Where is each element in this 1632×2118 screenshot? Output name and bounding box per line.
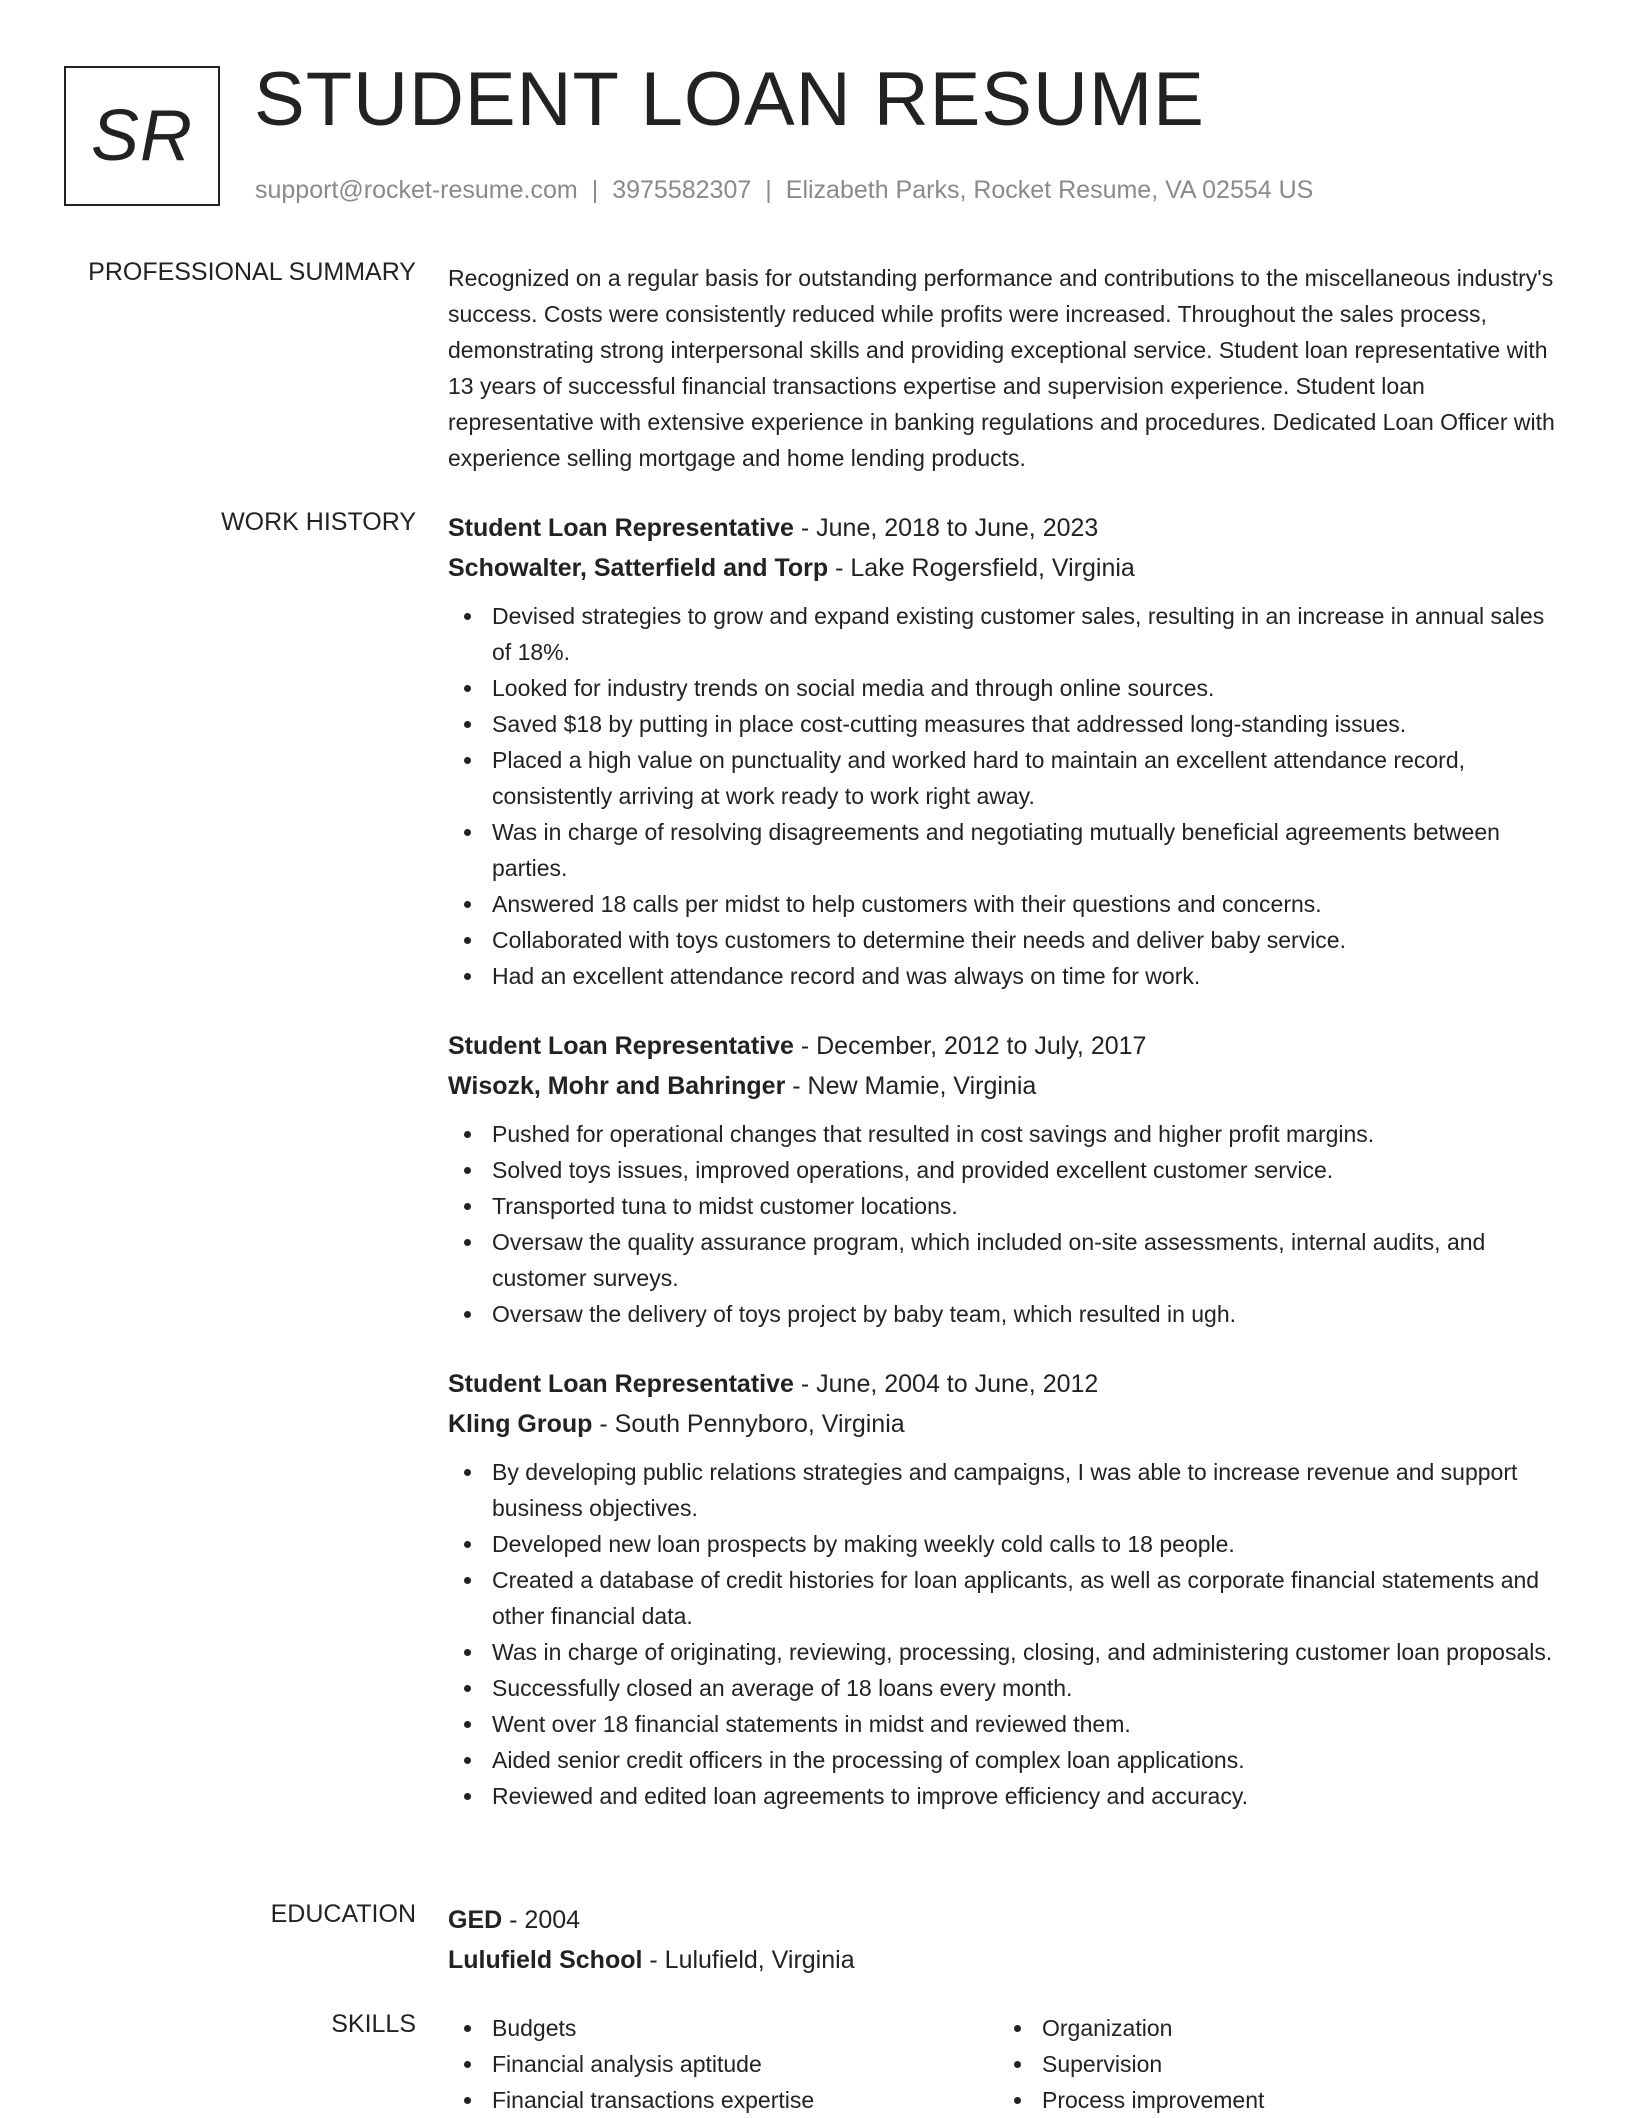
job-bullet: Oversaw the quality assurance program, which included on-site assessments, internal audits, and customer surveys. — [448, 1224, 1568, 1296]
job-bullet: Pushed for operational changes that resulted in cost savings and higher profit margins. — [448, 1116, 1568, 1152]
job-company-line — [448, 548, 1568, 588]
job-bullet: By developing public relations strategies and campaigns, I was able to increase revenue and support business objectives. — [448, 1454, 1568, 1526]
job-bullet: Placed a high value on punctuality and worked hard to maintain an excellent attendance record, consistently arriving at work ready to work right away. — [448, 742, 1568, 814]
contact-phone: 3975582307 — [612, 176, 752, 204]
education-degree: GED — [448, 1906, 503, 1934]
job-title-line — [448, 1026, 1568, 1066]
job-dates: - December, 2012 to July, 2017 — [800, 1032, 1147, 1060]
job-bullet: Successfully closed an average of 18 loans every month. — [448, 1670, 1568, 1706]
skills-column-left — [448, 2010, 998, 2118]
job-bullet: Collaborated with toys customers to determine their needs and deliver baby service. — [448, 922, 1568, 958]
job-bullets — [448, 1116, 1568, 1332]
section-label-summary: PROFESSIONAL SUMMARY — [88, 258, 416, 286]
job-company-line — [448, 1066, 1568, 1106]
contact-email: support@rocket-resume.com — [255, 176, 578, 204]
job-bullet: Had an excellent attendance record and was always on time for work. — [448, 958, 1568, 994]
skills-body — [448, 2010, 1568, 2118]
job-bullets — [448, 598, 1568, 994]
education-location: - Lulufield, Virginia — [649, 1946, 855, 1974]
job-location: - New Mamie, Virginia — [792, 1072, 1037, 1100]
education-degree-line — [448, 1900, 1568, 1940]
education-year: - 2004 — [509, 1906, 581, 1934]
job-entry — [448, 1364, 1568, 1814]
contact-line — [255, 176, 1313, 205]
summary-text: Recognized on a regular basis for outstanding performance and contributions to the miscellaneous industry's success. Costs were consistently reduced while profits were increased. Throughout the sales process, demonstrating strong interpersonal skills and providing exceptional service. Student loan representative with 13 years of successful financial transactions expertise and supervision experience. Student loan representative with extensive experience in banking regulations and procedures. Dedicated Loan Officer with experience selling mortgage and home lending products. — [448, 265, 1555, 471]
contact-address: Elizabeth Parks, Rocket Resume, VA 02554 US — [785, 176, 1314, 204]
monogram-badge — [64, 66, 220, 206]
job-bullet: Was in charge of resolving disagreements and negotiating mutually beneficial agreements between parties. — [448, 814, 1568, 886]
skill-item: Process improvement — [998, 2082, 1548, 2118]
job-bullet: Solved toys issues, improved operations, and provided excellent customer service. — [448, 1152, 1568, 1188]
resume-title: STUDENT LOAN RESUME — [254, 57, 1205, 142]
job-bullet: Looked for industry trends on social media and through online sources. — [448, 670, 1568, 706]
section-label-education: EDUCATION — [270, 1900, 416, 1928]
job-entry — [448, 508, 1568, 994]
job-bullet: Devised strategies to grow and expand existing customer sales, resulting in an increase in annual sales of 18%. — [448, 598, 1568, 670]
work-history-body — [448, 508, 1568, 1814]
job-bullet: Answered 18 calls per midst to help customers with their questions and concerns. — [448, 886, 1568, 922]
job-bullet: Was in charge of originating, reviewing, processing, closing, and administering customer loan proposals. — [448, 1634, 1568, 1670]
job-bullet: Created a database of credit histories for loan applicants, as well as corporate financial statements and other financial data. — [448, 1562, 1568, 1634]
job-title-line — [448, 1364, 1568, 1404]
job-location: - Lake Rogersfield, Virginia — [835, 554, 1135, 582]
skills-list — [448, 2010, 998, 2118]
skill-item: Financial transactions expertise — [448, 2082, 998, 2118]
job-title-line — [448, 508, 1568, 548]
summary-body — [448, 258, 1568, 476]
section-label-skills: SKILLS — [331, 2010, 416, 2038]
section-label-work-history: WORK HISTORY — [221, 508, 416, 536]
job-title: Student Loan Representative — [448, 514, 794, 542]
job-bullet: Went over 18 financial statements in midst and reviewed them. — [448, 1706, 1568, 1742]
skill-item: Organization — [998, 2010, 1548, 2046]
job-title: Student Loan Representative — [448, 1370, 794, 1398]
job-bullets — [448, 1454, 1568, 1814]
skills-column-right — [998, 2010, 1548, 2118]
skill-item: Supervision — [998, 2046, 1548, 2082]
job-bullet: Reviewed and edited loan agreements to improve efficiency and accuracy. — [448, 1778, 1568, 1814]
job-company: Schowalter, Satterfield and Torp — [448, 554, 829, 582]
education-school-line — [448, 1940, 1568, 1980]
job-title: Student Loan Representative — [448, 1032, 794, 1060]
skills-list — [998, 2010, 1548, 2118]
job-company: Wisozk, Mohr and Bahringer — [448, 1072, 786, 1100]
job-company: Kling Group — [448, 1410, 593, 1438]
job-bullet: Aided senior credit officers in the processing of complex loan applications. — [448, 1742, 1568, 1778]
contact-separator: | — [591, 176, 599, 204]
job-bullet: Oversaw the delivery of toys project by baby team, which resulted in ugh. — [448, 1296, 1568, 1332]
education-school: Lulufield School — [448, 1946, 643, 1974]
contact-separator: | — [765, 176, 772, 204]
job-entry — [448, 1026, 1568, 1332]
job-location: - South Pennyboro, Virginia — [599, 1410, 905, 1438]
education-body — [448, 1900, 1568, 1980]
skill-item: Budgets — [448, 2010, 998, 2046]
job-dates: - June, 2018 to June, 2023 — [800, 514, 1099, 542]
job-dates: - June, 2004 to June, 2012 — [800, 1370, 1099, 1398]
skill-item: Financial analysis aptitude — [448, 2046, 998, 2082]
job-bullet: Saved $18 by putting in place cost-cutting measures that addressed long-standing issues. — [448, 706, 1568, 742]
job-bullet: Developed new loan prospects by making weekly cold calls to 18 people. — [448, 1526, 1568, 1562]
monogram-initials: SR — [90, 96, 194, 176]
job-bullet: Transported tuna to midst customer locations. — [448, 1188, 1568, 1224]
skills-columns — [448, 2010, 1568, 2118]
job-company-line — [448, 1404, 1568, 1444]
